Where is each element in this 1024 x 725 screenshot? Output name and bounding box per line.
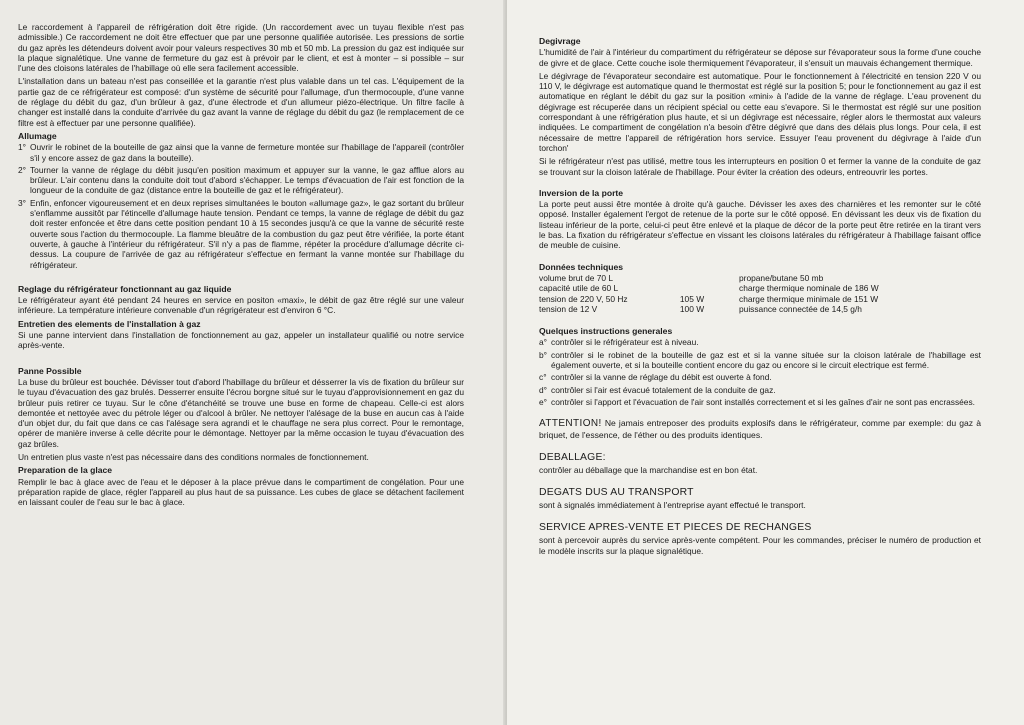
degivrage-heading: Degivrage — [539, 36, 581, 46]
deballage-heading: DEBALLAGE: — [539, 451, 606, 463]
instruction-text: contrôler si l'apport et l'évacuation de l'air sont installés correctement et si les gaînes d'air ne sont pas encrassées. — [551, 396, 975, 407]
right-column — [539, 33, 981, 559]
allumage-steps — [18, 142, 464, 270]
step-number: 3° — [18, 197, 27, 208]
glace-heading: Preparation de la glace — [18, 465, 113, 476]
allumage-heading: Allumage — [18, 130, 57, 141]
degats-text: sont à signalés immédiatement à l'entreprise ayant effectué le transport. — [539, 500, 806, 511]
attention-paragraph — [539, 418, 981, 440]
tech-spec-line: puissance connectée de 14,5 g/h — [739, 303, 862, 314]
tech-row — [539, 283, 739, 293]
step-text: Tourner la vanne de réglage du débit jusqu'en position maximum et appuyer sur la vanne, le gaz afflue alors au brûleur. L'air contenu dans la conduite doit tout d'abord s'échapper. Le temps d'évacuation de l'air est fonction de la longueur de la conduite de gaz (distance entre la bouteille de gaz et le réfrigérateur). — [30, 164, 464, 196]
allumage-step — [18, 165, 464, 196]
reglage-text: Le réfrigérateur ayant été pendant 24 heures en service en positon «maxi», le débit de gaz être réglé sur une valeur inférieure. La température intérieure convenable d'un régrigérateur est d'environ 6 °C. — [18, 295, 464, 316]
right-page — [507, 0, 1024, 725]
degivrage-text-1: L'humidité de l'air à l'intérieur du compartiment du réfrigérateur se dépose sur l'évaporateur sous la forme d'une couche de givre et de glace. Cette couche isole thermiquement l'évaporateur, il s'ensuit un mauvais échangement thermique. — [539, 47, 981, 68]
allumage-step — [18, 142, 464, 163]
inversion-text: La porte peut aussi être montée à droite qu'à gauche. Dévisser les axes des charnières et les remonter sur le côté opposé. Installer également l'ergot de retenue de la porte sur le côté opposé. En dévissant les deux vis de fixation du listeau inférieur de la porte, celui-ci peut être enlevé et la plaque de décor de la porte peut être retirée en la tirant vers le bas. La fixation du réfrigérateur s'effectue en vissant les cloisons latérales du réfrigérateur à l'habillage faisant office de meuble de cuisine. — [539, 199, 981, 251]
step-text: Ouvrir le robinet de la bouteille de gaz ainsi que la vanne de fermeture montée sur l'habillage de l'appareil (contrôler s'il y encore assez de gaz dans la bouteille). — [30, 142, 464, 163]
tech-heading: Données techniques — [539, 261, 624, 272]
instruction-letter: d° — [539, 384, 548, 395]
left-page — [0, 0, 507, 725]
instructions-list — [539, 337, 981, 407]
service-heading: SERVICE APRES-VENTE ET PIECES DE RECHANGES — [539, 522, 812, 534]
instructions-heading: Quelques instructions generales — [539, 326, 673, 337]
glace-text: Remplir le bac à glace avec de l'eau et le déposer à la place prévue dans le compartiment de congélation. Pour une préparation rapide de glace, régler l'appareil au plus haut de sa puissance. Les cubes de glace se détachent facilement en laissant couler de l'eau sur le bac à glace. — [18, 476, 464, 508]
tech-label: capacité utile de 60 L — [539, 283, 619, 294]
tech-label: tension de 12 V — [539, 303, 598, 314]
tech-value: 105 W — [679, 293, 705, 304]
instruction-item — [539, 397, 981, 407]
instruction-item — [539, 385, 981, 395]
instruction-item — [539, 372, 981, 382]
degivrage-text-2: Le dégivrage de l'évaporateur secondaire est automatique. Pour le fonctionnement à l'électricité en tension 220 V ou 110 V, le dégivrage est automatique quand le thermostat est réglé sur la position 5; pour le fonctionnement au gaz il est automatique en réglant le débit du gaz sur la position «mini» à l'adide de la vanne de réglage. L'eau provenent du dégivrage est récuperée dans un récipient spécial ou cette eau s'evapore. Si le thermostat est réglé sur une position correspondant à une réfrigération plus haute, et si un dégivrage est nécessaire, régler alors le thermostat aux valeurs indiquées. Le compartiment de congélation n'a besoin d'être dégivré que dans des délais plus longs. Pour cela, il est nécessaire de mettre l'appareil de réfrigération hors service. Essuyer l'eau provenent du dégivrage à l'aide d'un torchon' — [539, 70, 981, 153]
instruction-text: contrôler si la vanne de réglage du débit est ouverte à fond. — [551, 372, 772, 383]
tech-label: volume brut de 70 L — [539, 272, 614, 283]
step-number: 1° — [18, 142, 27, 153]
tech-row — [539, 304, 739, 314]
deballage-text: contrôler au déballage que la marchandise est en bon état. — [539, 464, 758, 475]
allumage-step — [18, 198, 464, 270]
instruction-item — [539, 350, 981, 371]
panne-heading: Panne Possible — [18, 365, 82, 376]
instruction-letter: e° — [539, 396, 548, 407]
reglage-heading: Reglage du réfrigérateur fonctionnant au gaz liquide — [18, 283, 232, 294]
service-text: sont à percevoir auprès du service après-vente compétent. Pour les commandes, préciser le numéro de production et le modèle inscrits sur la plaque signalétique. — [539, 535, 981, 556]
intro-paragraph-2: L'installation dans un bateau n'est pas conseillée et la garantie n'est plus valable dans un tel cas. L'équipement de la partie gaz de ce réfrigérateur est composé: d'un système de sécurité pour l'allumage, d'un thermocouple, d'une vanne de réglage du débit du gaz, d'un brûleur à gaz, d'une électrode et d'un allumeur piézo-électrique. Un filtre facile à changer est installé dans la conduite d'arrivée du gaz avant la vanne de réglage du débit du gaz (le remplacement de ce filtre est à effectuer par une personne qualifiée). — [18, 76, 464, 128]
tech-row — [539, 273, 739, 283]
degivrage-text-3: Si le réfrigérateur n'est pas utilisé, mettre tous les interrupteurs en position 0 et fermer la vanne de la conduite de gaz se trouvant sur la cloison latérale de l'habillage. Pour éviter la création des odeurs, entreouvrir les portes. — [539, 156, 981, 177]
tech-spec-line: propane/butane 50 mb — [739, 272, 824, 283]
instruction-text: contrôler si l'air est évacué totalement de la conduite de gaz. — [551, 384, 776, 395]
attention-word: ATTENTION! — [539, 418, 602, 430]
left-column — [18, 22, 464, 510]
tech-spec-line: charge thermique nominale de 186 W — [739, 283, 879, 294]
instruction-text: contrôler si le réfrigérateur est à niveau. — [551, 337, 699, 348]
intro-paragraph-1: Le raccordement à l'appareil de réfrigération doit être rigide. (Un raccordement avec un tuyau flexible n'est pas admissible.) Ce raccordement ne doit être effectuer que par une personne qualifiée autorisée. Les pressions de sortie du gaz après les détendeurs doivent avoir pour valeurs respectives 30 mb et 50 mb. La pression du gaz est indiquée sur la plaque signalétique. Une vanne de fermeture du gaz est à prévoir par le client, et est à monter – si possible – sur l'une des cloisons latérales de l'habillage où elle sera facilement accessible. — [18, 22, 464, 74]
degats-heading: DEGATS DUS AU TRANSPORT — [539, 487, 694, 499]
tech-specs-right — [739, 273, 981, 314]
tech-specs — [539, 273, 981, 314]
instruction-item — [539, 337, 981, 347]
tech-value: 100 W — [679, 303, 705, 314]
tech-value — [680, 283, 739, 293]
tech-spec-line: charge thermique minimale de 151 W — [739, 293, 879, 304]
tech-row — [539, 294, 739, 304]
tech-label: tension de 220 V, 50 Hz — [539, 293, 628, 304]
panne-text: La buse du brûleur est bouchée. Dévisser tout d'abord l'habillage du brûleur et désserrer la vis de fixation du brûleur sur le tuyau d'évacuation des gaz brulés. Desserrer ensuite l'écrou borgne situé sur le tuyau d'approvisionnement en gaz du brûleur puis retirer ce tuyau. Sur le cône d'étanchéité se trouve une buse en forme de chapeau. Celle-ci est alors demontée et nettoyée avec du pétrole léger ou d'alcool à brûler. Ne nettoyer l'alésage de la buse en aucun cas à l'aide d'un objet dur, du fait que dans ce cas l'alésage sera agrandi et le chauffage ne sera plus correct. Pour le remontage, opérer de manière inverse à celle décrite pour le démontage. Nettoyer par la même occasion le tuyau d'évacuation des gaz brûles. — [18, 376, 464, 449]
instruction-letter: a° — [539, 337, 548, 348]
step-text: Enfin, enfoncer vigoureusement et en deux reprises simultanées le bouton «allumage gaz», le gaz sortant du brûleur s'enflamme aussitôt par l'étincelle d'allumage haute tension. Pendant ce temps, la vanne de réglage de débit du gaz doit rester enfoncée et être dans cette position pendant 10 à 15 secondes jusqu'à ce que la vanne de sécurité reste ouverte sous l'action du thermocouple. La flamme bleuâtre de la combustion du gaz peut être vérifiée, la porte étant ouverte, à gauche à l'intérieur du réfrigérateur. S'il n'y a pas de flamme, répéter la procédure d'allumage décrite ci-dessus. La coupure de l'arrivée de gaz au réfrigérateur s'effectue en fermant la vanne montée sur l'habillage du réfrigérateur. — [30, 197, 464, 270]
attention-text: Ne jamais entreposer des produits explosifs dans le réfrigérateur, comme par exemple: du gaz à briquet, de l'essence, de l'éther ou des produits identiques. — [539, 418, 981, 440]
instruction-letter: c° — [539, 372, 547, 383]
instruction-letter: b° — [539, 349, 548, 360]
step-number: 2° — [18, 164, 27, 175]
inversion-heading: Inversion de la porte — [539, 187, 624, 198]
tech-specs-left — [539, 273, 739, 314]
entretien-text: Si une panne intervient dans l'installation de fonctionnement au gaz, appeler un installateur qualifié ou notre service après-vente. — [18, 330, 464, 351]
instruction-text: contrôler si le robinet de la bouteille de gaz est et si la vanne située sur la cloison latérale de l'habillage est également ouverte, et si la bouteille contient encore du gaz ou encore si le circuit electrique est fermé. — [551, 349, 981, 371]
panne-text-2: Un entretien plus vaste n'est pas nécessaire dans des conditions normales de fonctionnement. — [18, 451, 369, 462]
entretien-heading: Entretien des elements de l'installation à gaz — [18, 318, 201, 329]
tech-value — [680, 273, 739, 283]
